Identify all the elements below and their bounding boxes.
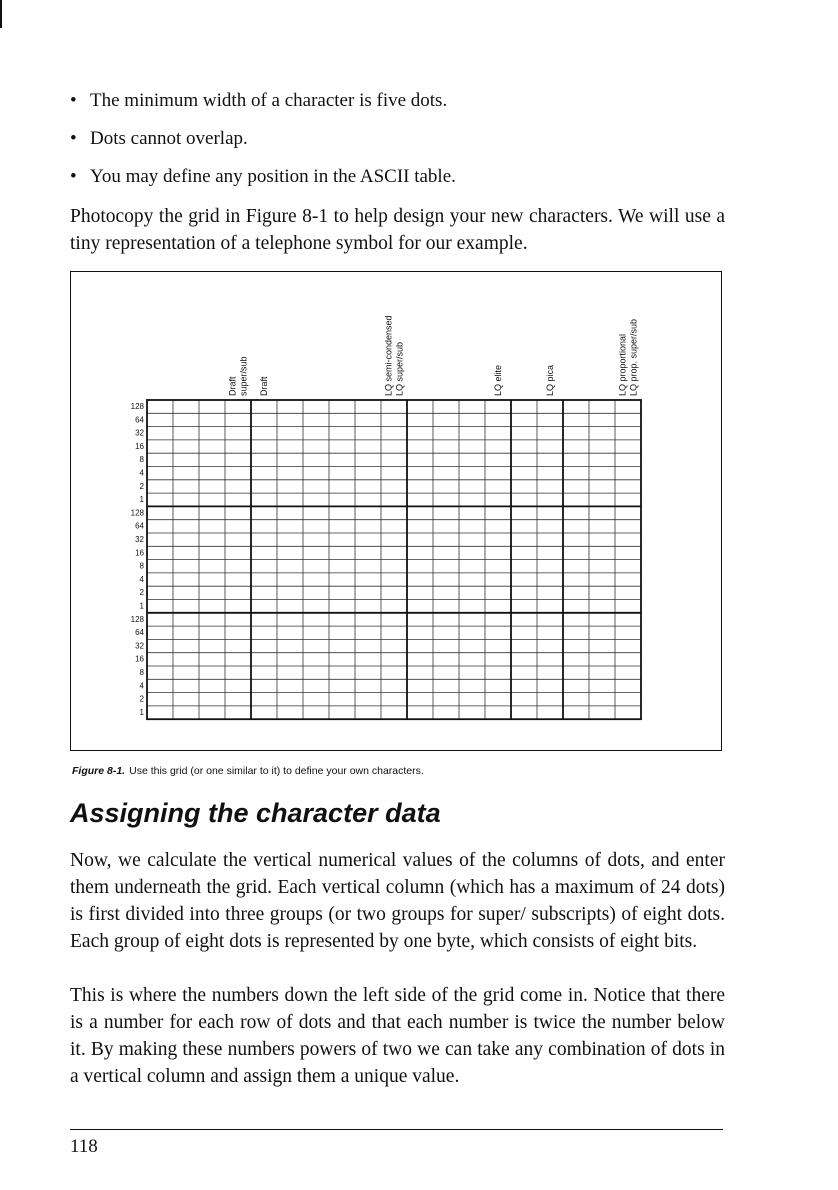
row-weight-label: 128 (130, 402, 144, 411)
row-weight-label: 2 (139, 481, 144, 491)
character-design-grid (71, 272, 721, 750)
figure-8-1 (70, 271, 722, 751)
row-weight-label: 128 (130, 614, 144, 624)
row-weight-label: 16 (135, 441, 144, 451)
row-weight-label: 1 (139, 495, 144, 505)
row-weight-label: 1 (139, 707, 144, 717)
row-weight-label: 8 (139, 668, 144, 677)
list-item: • You may define any position in the ASCII table. (70, 166, 456, 187)
row-weight-label: 8 (139, 455, 144, 465)
row-weight-label: 64 (135, 521, 144, 531)
list-item-text: Dots cannot overlap. (90, 128, 248, 149)
row-weight-label: 16 (135, 548, 144, 558)
list-item-text: The minimum width of a character is five dots. (90, 90, 448, 111)
scan-edge-mark (0, 0, 2, 28)
body-paragraph-2: This is where the numbers down the left side of the grid come in. Notice that there is a number for each row of dots and that each number is twice the number below it. By making these numbers powers of two we can take any combination of dots in a vertical column and assign them a unique value. (70, 985, 725, 1087)
row-weight-label: 4 (139, 681, 144, 691)
row-weight-label: 4 (139, 574, 144, 584)
row-weight-label: 128 (130, 508, 144, 518)
row-weight-label: 2 (139, 694, 144, 704)
row-weight-label: 2 (139, 588, 144, 598)
row-weight-label: 32 (135, 535, 144, 544)
list-item-text: You may define any position in the ASCII table. (90, 166, 456, 187)
row-weight-label: 16 (135, 654, 144, 664)
list-item: • The minimum width of a character is five dots. (70, 90, 448, 111)
page-number: 118 (70, 1136, 98, 1157)
section-heading: Assigning the character data (70, 798, 441, 828)
row-weight-label: 1 (139, 601, 144, 611)
column-header-label: super/sub (238, 356, 249, 396)
column-header-label: Draft (227, 376, 238, 396)
figure-caption-label: Figure 8-1. (72, 765, 126, 777)
column-header-label: LQ prop. super/sub (628, 318, 639, 396)
column-header-label: LQ super/sub (394, 341, 405, 396)
body-paragraph-1: Now, we calculate the vertical numerical values of the columns of dots, and enter them underneath the grid. Each vertical column (which has a maximum of 24 dots) is first divided into three groups (or two groups for super/ subscripts) of eight dots. Each group of eight dots is represented by one byte, which consists of eight bits. (70, 850, 725, 952)
footer-rule (70, 1129, 723, 1130)
column-header-label: LQ elite (493, 364, 503, 396)
row-weight-label: 32 (135, 428, 144, 438)
figure-caption-text: Use this grid (or one similar to it) to define your own characters. (129, 765, 424, 777)
column-header-label: Draft (259, 376, 269, 396)
row-weight-label: 32 (135, 641, 144, 651)
column-header-label: LQ pica (545, 364, 555, 396)
figure-caption (72, 765, 424, 777)
list-item: • Dots cannot overlap. (70, 128, 248, 149)
column-header-label: LQ proportional (617, 333, 628, 396)
row-weight-label: 4 (139, 468, 144, 478)
row-weight-label: 64 (135, 415, 144, 425)
rules-list (68, 90, 728, 204)
column-header-label: LQ semi-condensed (383, 315, 394, 396)
intro-paragraph: Photocopy the grid in Figure 8-1 to help design your new characters. We will use a tiny representation of a telephone symbol for our example. (70, 206, 725, 254)
row-weight-label: 64 (135, 628, 144, 638)
row-weight-label: 8 (139, 561, 144, 571)
